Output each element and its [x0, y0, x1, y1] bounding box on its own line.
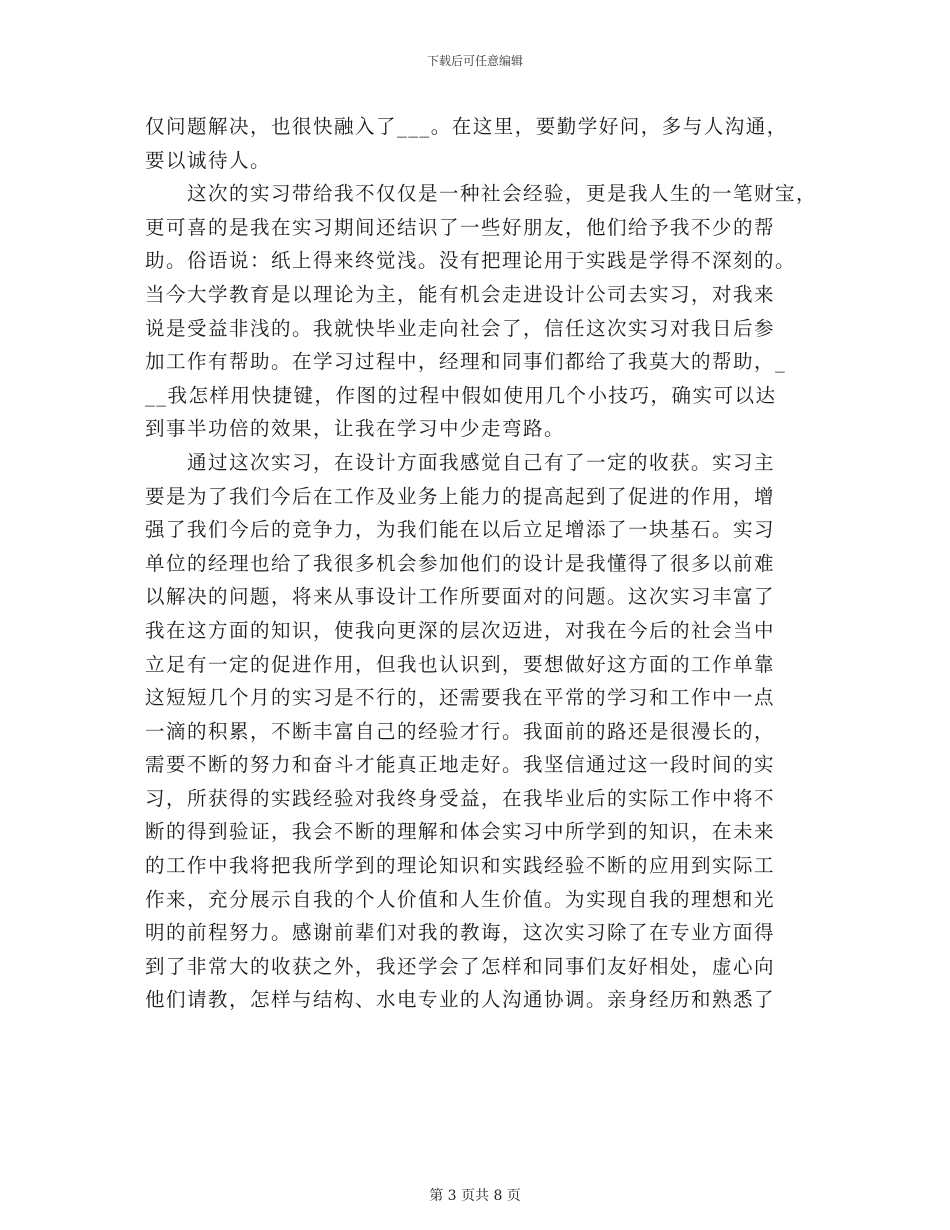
- text-line: 我在这方面的知识，使我向更深的层次迈进，对我在今后的社会当中: [145, 618, 776, 642]
- text-line: 这次的实习带给我不仅仅是一种社会经验，更是我人生的一笔财宝，: [145, 182, 818, 206]
- text-line: 更可喜的是我在实习期间还结识了一些好朋友，他们给予我不少的帮: [145, 215, 776, 239]
- text-line: 到事半功倍的效果，让我在学习中少走弯路。: [145, 417, 566, 441]
- text-line: 需要不断的努力和奋斗才能真正地走好。我坚信通过这一段时间的实: [145, 753, 776, 777]
- text-line: 当今大学教育是以理论为主，能有机会走进设计公司去实习，对我来: [145, 282, 776, 306]
- text-line: __我怎样用快捷键，作图的过程中假如使用几个小技巧，确实可以达: [145, 383, 777, 407]
- text-line: 一滴的积累，不断丰富自己的经验才行。我面前的路还是很漫长的，: [145, 719, 776, 743]
- text-line: 这短短几个月的实习是不行的，还需要我在平常的学习和工作中一点: [145, 686, 776, 710]
- text-line: 断的得到验证，我会不断的理解和体会实习中所学到的知识，在未来: [145, 820, 776, 844]
- text-line: 助。俗语说：纸上得来终觉浅。没有把理论用于实践是学得不深刻的。: [145, 249, 797, 273]
- text-line: 习，所获得的实践经验对我终身受益，在我毕业后的实际工作中将不: [145, 786, 776, 810]
- text-line: 要是为了我们今后在工作及业务上能力的提高起到了促进的作用，增: [145, 484, 776, 508]
- page-header-note: 下载后可任意编辑: [426, 54, 523, 68]
- text-line: 他们请教，怎样与结构、水电专业的人沟通协调。亲身经历和熟悉了: [145, 988, 776, 1012]
- text-line: 到了非常大的收获之外，我还学会了怎样和同事们友好相处，虚心向: [145, 954, 776, 978]
- text-line: 要以诚待人。: [145, 148, 272, 172]
- text-line: 说是受益非浅的。我就快毕业走向社会了，信任这次实习对我日后参: [145, 316, 776, 340]
- text-line: 强了我们今后的竞争力，为我们能在以后立足增添了一块基石。实习: [145, 518, 776, 542]
- text-line: 以解决的问题，将来从事设计工作所要面对的问题。这次实习丰富了: [145, 585, 776, 609]
- text-line: 的工作中我将把我所学到的理论知识和实践经验不断的应用到实际工: [145, 854, 776, 878]
- text-line: 通过这次实习，在设计方面我感觉自己有了一定的收获。实习主: [145, 450, 776, 474]
- text-line: 立足有一定的促进作用，但我也认识到，要想做好这方面的工作单靠: [145, 652, 776, 676]
- text-line: 单位的经理也给了我很多机会参加他们的设计是我懂得了很多以前难: [145, 551, 776, 575]
- page-number-footer: 第 3 页共 8 页: [429, 1188, 521, 1204]
- text-line: 作来，充分展示自我的个人价值和人生价值。为实现自我的理想和光: [145, 887, 776, 911]
- text-line: 明的前程努力。感谢前辈们对我的教诲，这次实习除了在专业方面得: [145, 921, 776, 945]
- document-body: [145, 110, 818, 1017]
- text-line: 仅问题解决，也很快融入了___。在这里，要勤学好问，多与人沟通，: [145, 115, 788, 138]
- text-line: 加工作有帮助。在学习过程中，经理和同事们都给了我莫大的帮助，_: [145, 350, 787, 374]
